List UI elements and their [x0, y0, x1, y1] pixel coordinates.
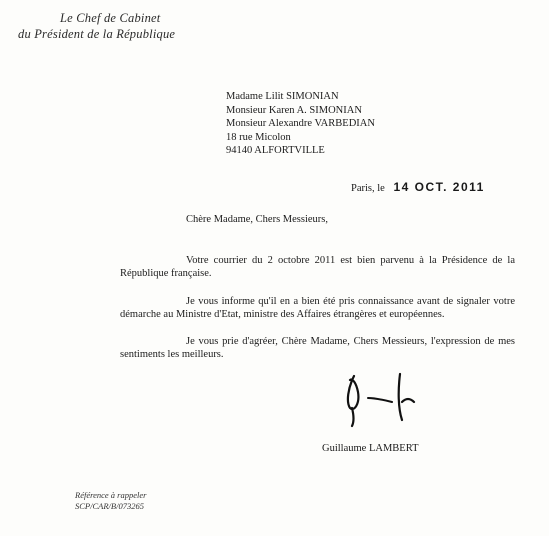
recipient-address [226, 90, 375, 158]
body-paragraph-1 [120, 254, 515, 280]
reference-label: Référence à rappeler [75, 490, 147, 500]
date-line [351, 180, 485, 194]
reference-block [75, 490, 146, 512]
paragraph-text: Je vous prie d'agréer, Chère Madame, Chers Messieurs, l'expression de mes sentiments les meilleurs. [120, 336, 515, 360]
letterhead [18, 10, 218, 42]
salutation: Chère Madame, Chers Messieurs, [186, 214, 329, 225]
body-paragraph-2 [120, 295, 515, 321]
date-prefix: Paris, le [351, 183, 385, 194]
signer-name: Guillaume LAMBERT [322, 443, 419, 454]
date-stamp: 14 OCT. 2011 [393, 180, 485, 194]
handwritten-signature [340, 368, 430, 430]
recipient-line: Monsieur Karen A. SIMONIAN [226, 104, 362, 116]
letterhead-line-2: du Président de la République [18, 27, 176, 41]
recipient-line: Monsieur Alexandre VARBEDIAN [226, 118, 375, 129]
address-city: 94140 ALFORTVILLE [226, 145, 325, 156]
recipient-line: Madame Lilit SIMONIAN [226, 91, 339, 102]
address-street: 18 rue Micolon [226, 131, 291, 143]
reference-code: SCP/CAR/B/073265 [75, 501, 144, 511]
letterhead-line-1: Le Chef de Cabinet [60, 11, 161, 25]
paragraph-text: Votre courrier du 2 octobre 2011 est bien parvenu à la Présidence de la République française. [120, 255, 515, 279]
paragraph-text: Je vous informe qu'il en a bien été pris connaissance avant de signaler votre démarche au Ministre d'Etat, ministre des Affaires étrangères et européennes. [120, 296, 515, 320]
body-paragraph-3 [120, 335, 515, 361]
